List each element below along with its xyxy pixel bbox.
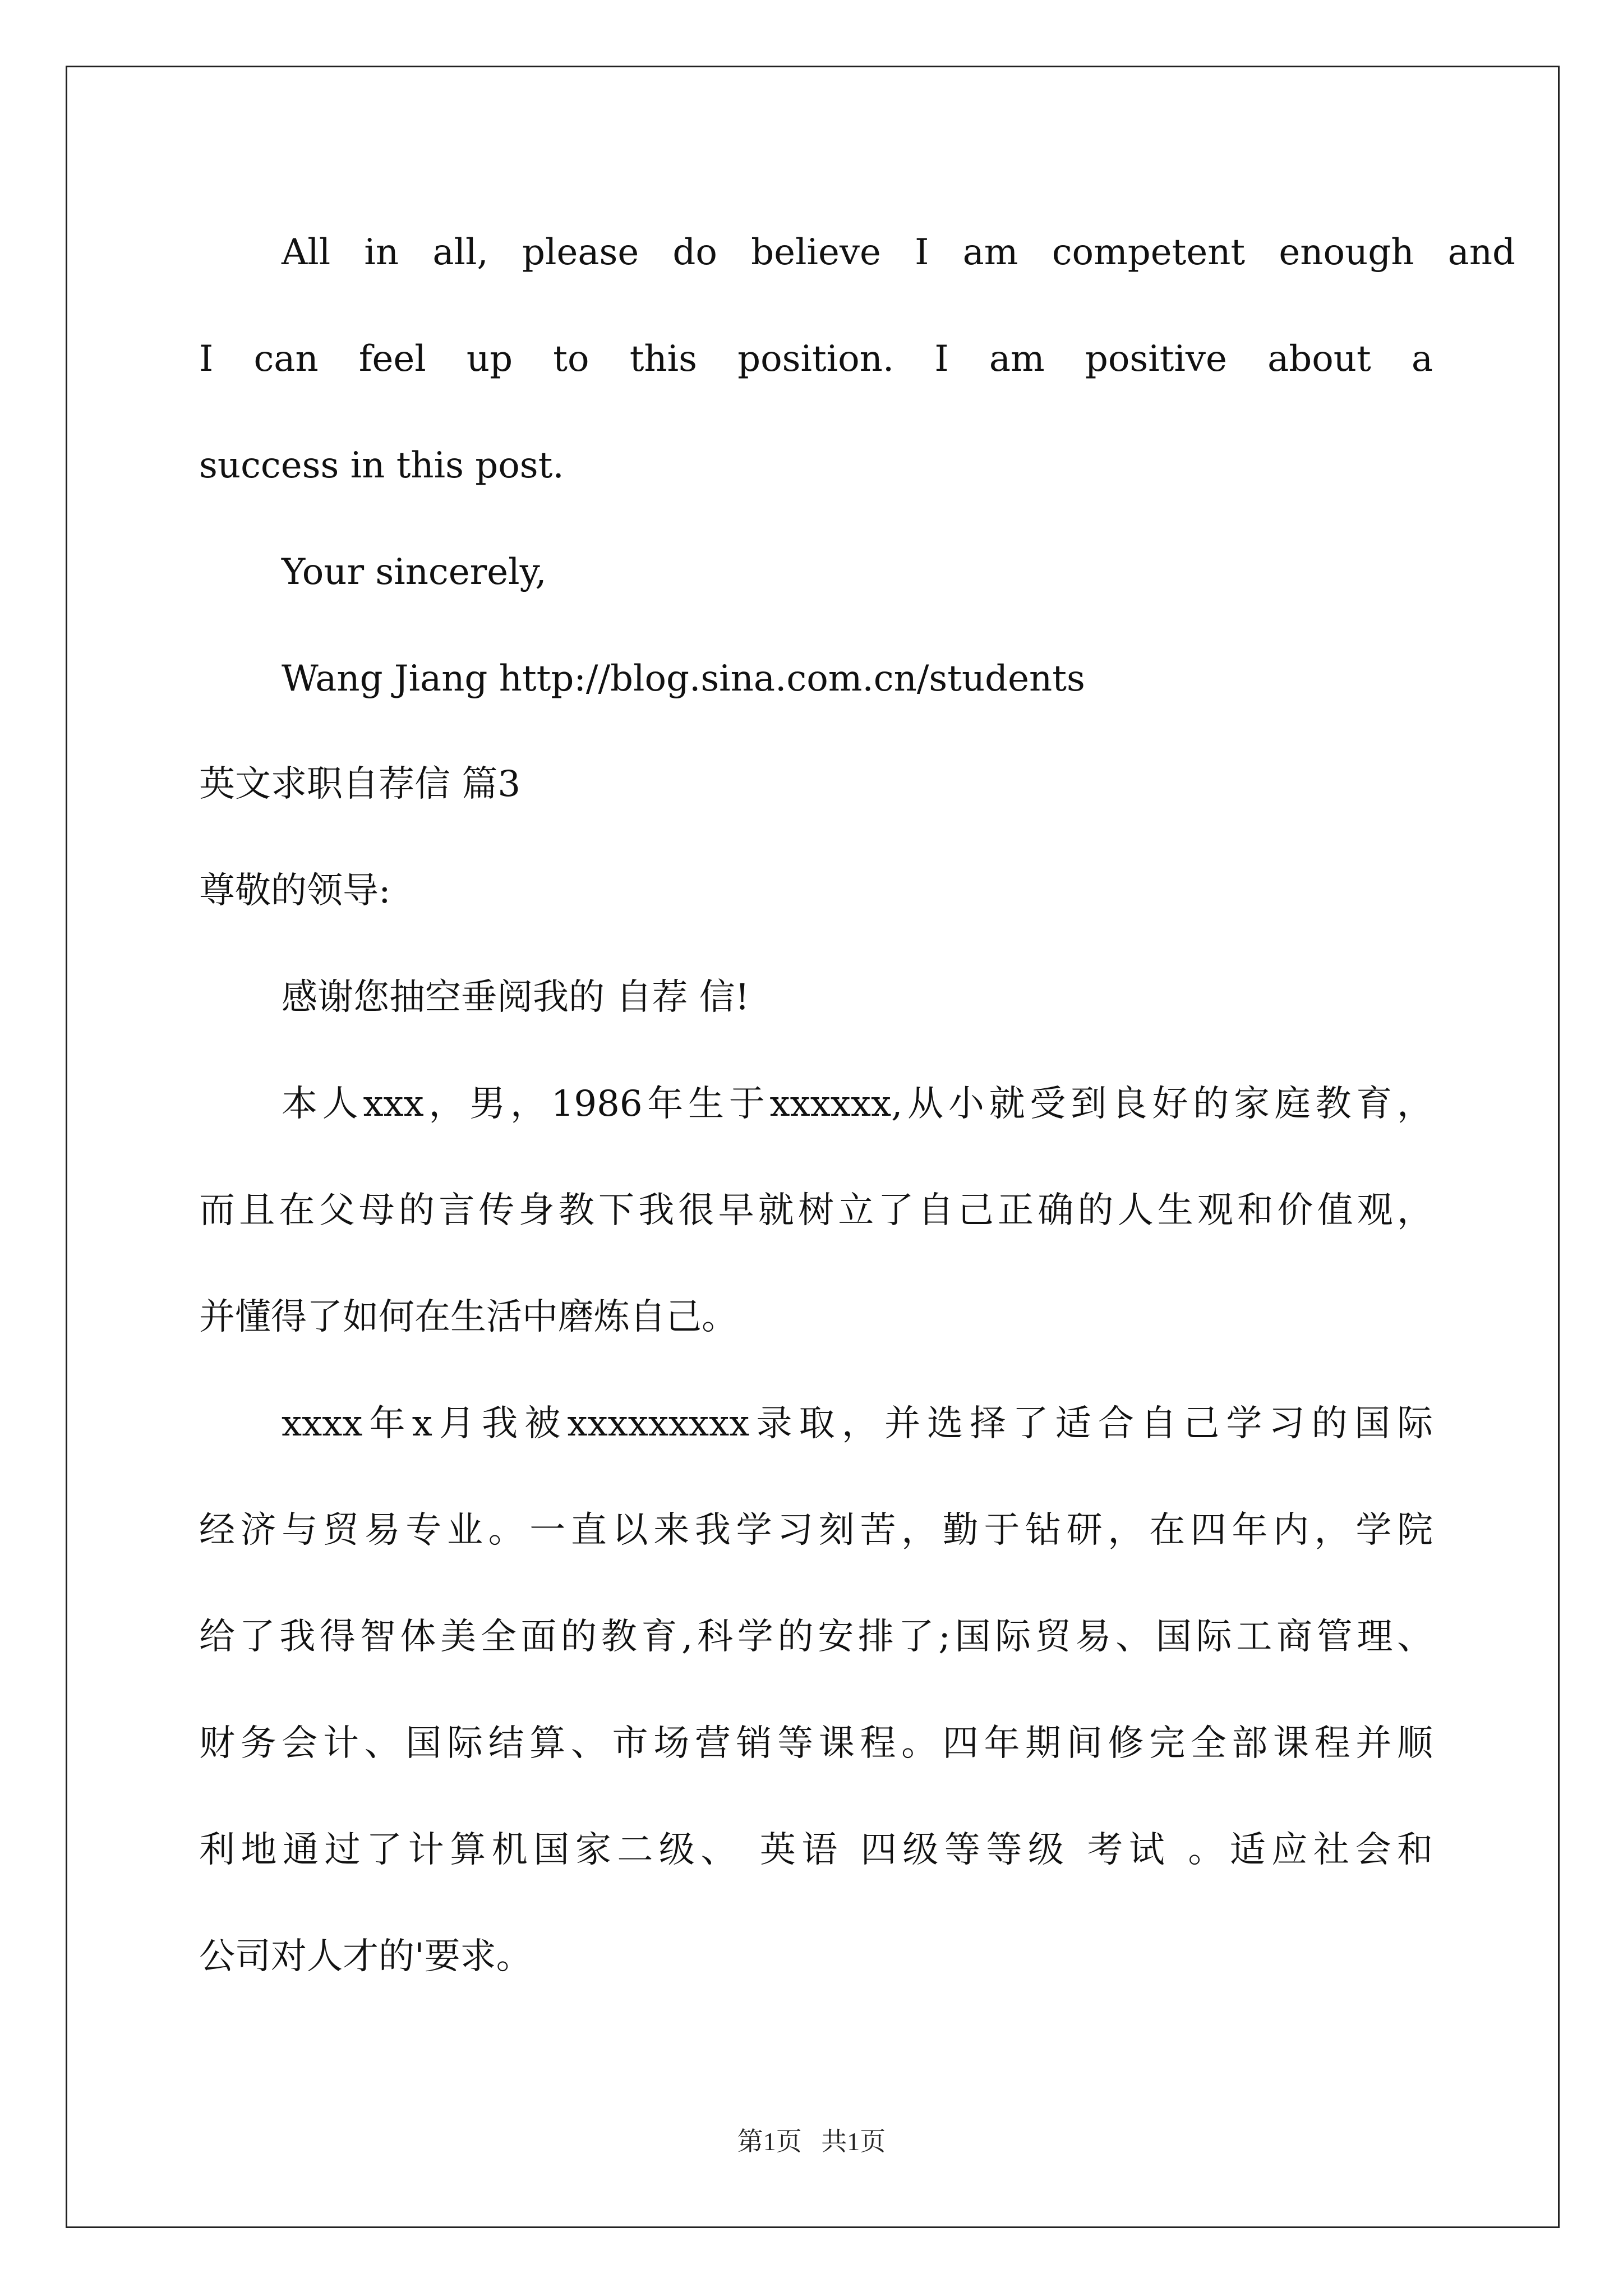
education-line-2: 经济与贸易专业。一直以来我学习刻苦，勤于钻研，在四年内，学院 — [199, 1510, 1433, 1551]
intro-line-3: 并懂得了如何在生活中磨炼自己。 — [199, 1296, 737, 1338]
sign-off: Your sincerely, — [282, 551, 547, 593]
section-heading: 英文求职自荐信 篇3 — [199, 763, 521, 805]
page-number-footer: 第1页 共1页 — [737, 2127, 886, 2156]
intro-line-2: 而且在父母的言传身教下我很早就树立了自己正确的人生观和价值观， — [199, 1190, 1433, 1231]
education-line-6: 公司对人才的'要求。 — [199, 1936, 532, 1977]
salutation: 尊敬的领导: — [199, 870, 391, 912]
education-line-1: xxxx年x月我被xxxxxxxxx录取，并选择了适合自己学习的国际 — [282, 1403, 1433, 1444]
closing-line-1: All in all, please do believe I am competent enough and — [282, 232, 1515, 273]
thanks-line: 感谢您抽空垂阅我的 自荐 信! — [282, 977, 750, 1018]
page-border — [66, 66, 1560, 2228]
closing-line-2: I can feel up to this position. I am positive about a — [199, 338, 1433, 380]
intro-line-1: 本人xxx，男，1986年生于xxxxxx,从小就受到良好的家庭教育， — [282, 1083, 1433, 1125]
closing-line-3: success in this post. — [199, 445, 564, 486]
signature: Wang Jiang http://blog.sina.com.cn/students — [282, 658, 1085, 700]
education-line-4: 财务会计、国际结算、市场营销等课程。四年期间修完全部课程并顺 — [199, 1723, 1433, 1764]
education-line-3: 给了我得智体美全面的教育,科学的安排了;国际贸易、国际工商管理、 — [199, 1616, 1433, 1658]
education-line-5: 利地通过了计算机国家二级、 英语 四级等等级 考试 。适应社会和 — [199, 1829, 1433, 1871]
